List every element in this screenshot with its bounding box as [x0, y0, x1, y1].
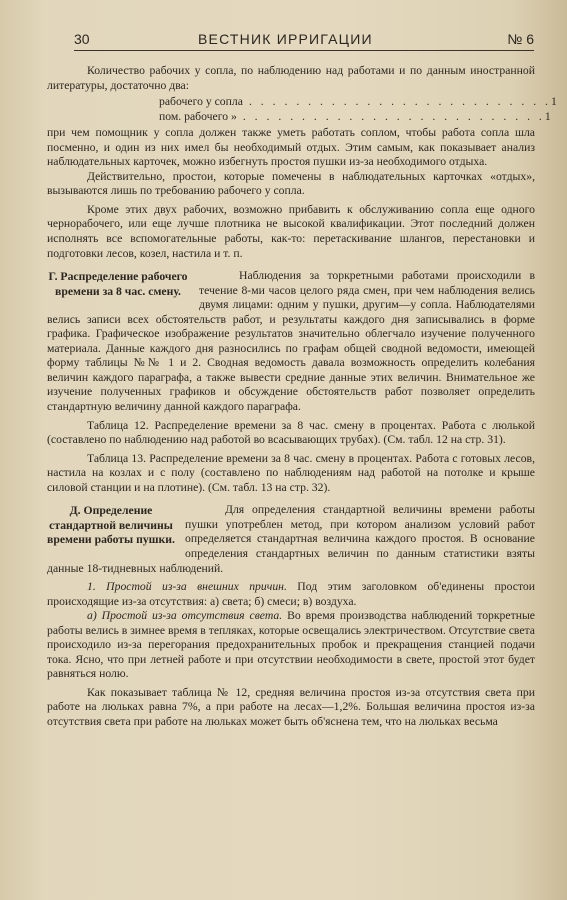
- page-header: [74, 30, 534, 51]
- issue-number: № 6: [507, 31, 534, 47]
- section-d-heading: Д. Определение стандартной величины времени работы пушки.: [47, 504, 175, 547]
- paragraph-table-13: Таблица 13. Распределение времени за 8 час. смену в процентах. Работа с готовых лесов, настила на козлах и с полу (составлено по наблюдениям над работой на потолке и крыше силовой станции и на плотине). (См. табл. 13 на стр. 32).: [47, 451, 535, 494]
- ratio-row: [159, 109, 551, 125]
- paragraph-workers-count: Количество рабочих у сопла, по наблюдению над работами и по данным иностранной литературы, достаточно два:: [47, 64, 535, 92]
- subheading-external-causes: 1. Простой из-за внешних причин.: [87, 580, 287, 594]
- page-number: 30: [74, 31, 90, 47]
- ratio-label: рабочего у сопла: [159, 95, 243, 109]
- section-g-text: Наблюдения за торкретными работами происходили в течение 8-ми часов целого ряда смен, при чем наблюдения велись двумя лицами: одним у пушки, другим—у сопла. Наблюдателями велись записи всех обстоятельств работ, и результаты каждого дня записывались в форме графика. Графическое изображение результатов значительно облегчало изучение полученного материала. Данные каждого дня разносились по графам общей сводной ведомости, имеющей форму таблицы №№ 1 и 2. Сводная ведомость давала возможность определить колебания величин каждого параграфа, а также вывести средние данные этих величин. Внимательное же изучение полученных графиков и обсуждение обстоятельств работ позволяет определить стандартную величину данной каждого параграфа.: [47, 269, 535, 414]
- subheading-no-light: а) Простой из-за отсутствия света.: [87, 609, 283, 623]
- paragraph-no-light: [47, 609, 535, 682]
- section-g-heading: Г. Распределение рабочего времени за 8 час. смену.: [48, 270, 188, 298]
- paragraph-extra-worker: Кроме этих двух рабочих, возможно прибавить к обслуживанию сопла еще одного чернорабочего, или еще лучше плотника не высокой квалификации. Этот последний должен исполнять все вспомогательные работы, как-то: перетаскивание шлангов, перестановки и подготовки лесов, козел, настила и т. п.: [47, 202, 535, 260]
- leader-dots: . . . . . . . . . . . . . . . . . . . . . . . . . .: [242, 109, 545, 123]
- section-d-text: Для определения стандартной величины времени работы пушки употреблен метод, при котором анализом условий работ определяется стандартная величина каждого простоя. В основание определения стандартных величин по данным статистики взяты данные 18-тидневных наблюдений.: [47, 503, 535, 575]
- section-g: [47, 269, 535, 414]
- paragraph-external-causes: [47, 580, 535, 609]
- ratio-value: 1: [544, 109, 551, 123]
- article-body: [47, 64, 557, 730]
- external-causes-text: Под этим заголовком об'единены простои происходящие из-за отсутствия: а) света; б) смеси; в) воздуха.: [47, 580, 535, 608]
- journal-title: ВЕСТНИК ИРРИГАЦИИ: [198, 31, 373, 47]
- paragraph-table-12: Таблица 12. Распределение времени за 8 час. смену в процентах. Работа с люлькой (составлено по наблюдению над работой во всасывающих трубах). (См. табл. 12 на стр. 31).: [47, 418, 535, 447]
- ratio-value: 1: [550, 95, 557, 109]
- ratio-row: [159, 95, 557, 110]
- paragraph-rest: Действительно, простои, которые помечены в наблюдательных карточках «отдых», вызываются лишь по требованию рабочего у сопла.: [47, 169, 535, 198]
- paragraph-helper: при чем помощник у сопла должен также уметь работать соплом, чтобы работа сопла шла посменно, и один из них имел бы необходимый отдых. Этим самым, как показывает анализ наблюдательных карточек, можно избегнуть простоя пушки из-за необходимого отдыха.: [47, 126, 535, 169]
- paragraph-light-downtime: Как показывает таблица № 12, средняя величина простоя из-за отсутствия света при работе на люльках равна 7%, а при работе на лесах—1,2%. Большая величина простоя из-за отсутствия света при работе на люльках может быть об'яснена тем, что на люльках весьма: [47, 685, 535, 728]
- ratio-label: пом. рабочего »: [159, 109, 237, 123]
- no-light-text: Во время производства наблюдений торкретные работы велись в зимнее время в тепляках, которые освещались электричеством. Отсутствие света происходило из-за перегорания предохранительных пробок и прекращения станцией подачи тока. Ясно, что при летней работе и при отсутствии необходимости в свете, простой этот будет равняться нолю.: [47, 609, 535, 681]
- leader-dots: . . . . . . . . . . . . . . . . . . . . . . . . . .: [248, 95, 551, 109]
- worker-ratio-list: [159, 95, 557, 124]
- section-d: [47, 503, 535, 576]
